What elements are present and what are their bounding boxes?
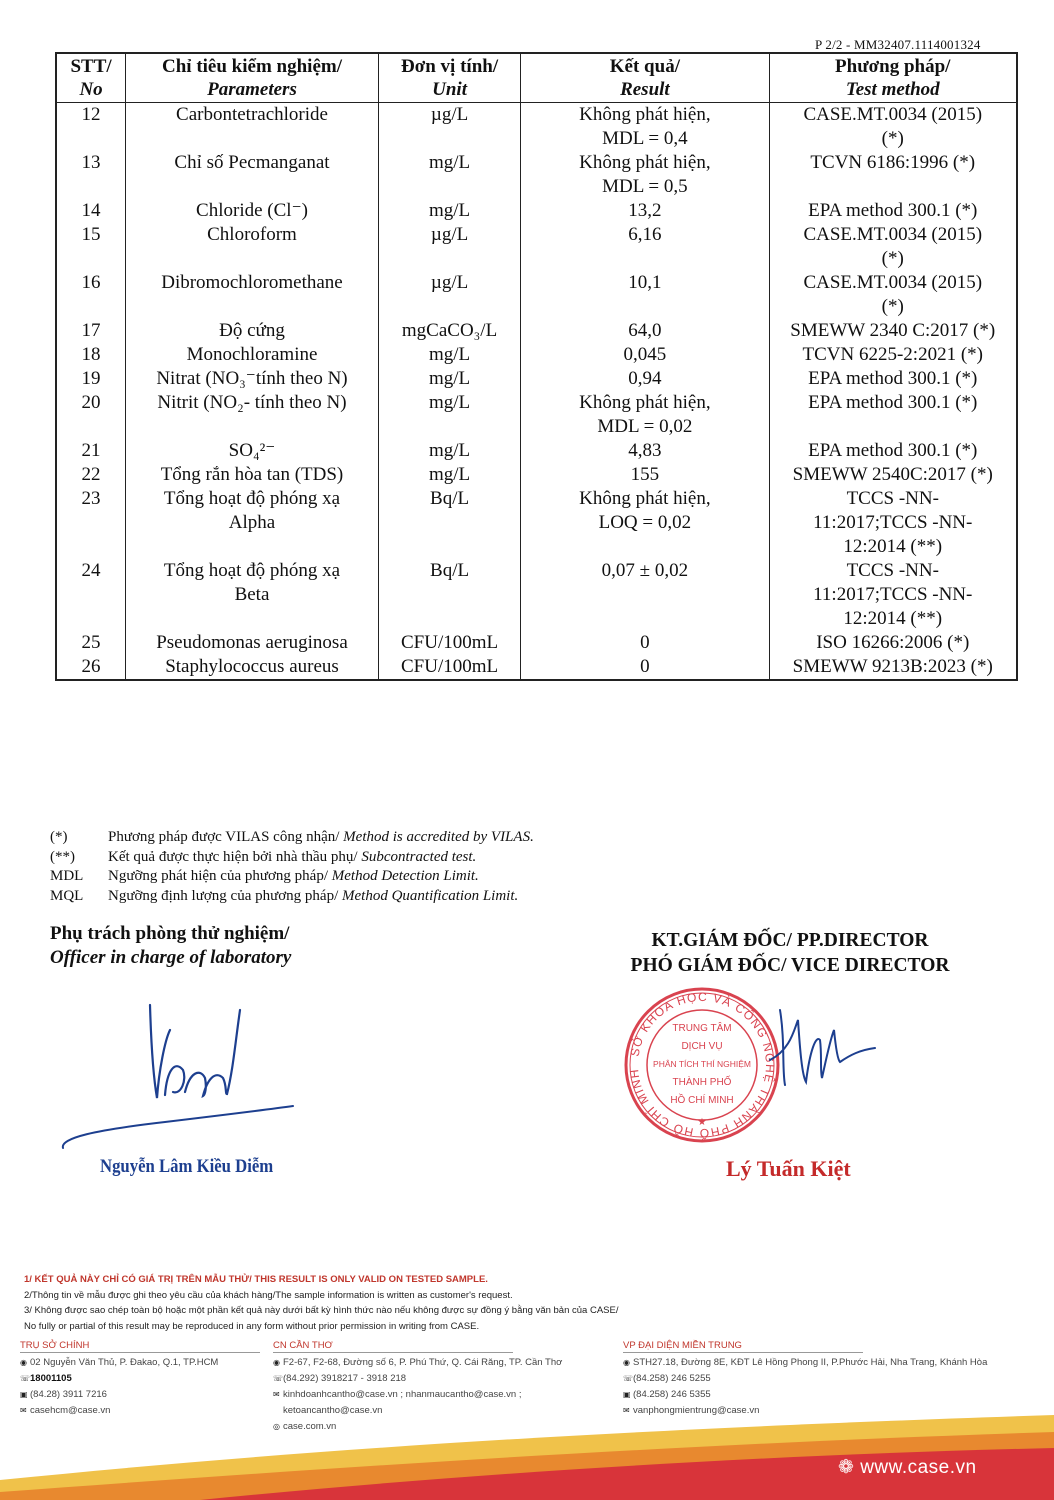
- row-method: SMEWW 9213B:2023 (*): [769, 655, 1017, 680]
- footnote-text-en: Method Quantification Limit.: [342, 887, 519, 904]
- row-parameter: Tổng rắn hòa tan (TDS): [126, 463, 379, 487]
- row-parameter: Nitrat (NO₃⁻tính theo N): [126, 367, 379, 391]
- table-row: [56, 271, 1017, 319]
- footnote-item: [50, 887, 534, 907]
- head-office-address: 02 Nguyễn Văn Thủ, P. Đakao, Q.1, TP.HCM: [30, 1357, 219, 1368]
- row-no: 13: [56, 151, 126, 199]
- row-method: EPA method 300.1 (*): [769, 439, 1017, 463]
- row-parameter: Nitrit (NO₂- tính theo N): [126, 391, 379, 439]
- row-unit: mg/L: [378, 391, 520, 439]
- footnote-text-vi: Ngưỡng định lượng của phương pháp/: [108, 887, 342, 904]
- row-no: 23: [56, 487, 126, 559]
- website-link[interactable]: [838, 1456, 977, 1479]
- footnote-text-en: Method Detection Limit.: [331, 868, 479, 884]
- row-parameter: Dibromochloromethane: [126, 271, 379, 319]
- header-unit-vi: Đơn vị tính/: [401, 56, 499, 77]
- row-method: TCVN 6186:1996 (*): [769, 151, 1017, 199]
- row-no: 22: [56, 463, 126, 487]
- fax-icon: ▣: [20, 1390, 28, 1399]
- table-header-row: [56, 53, 1017, 103]
- row-no: 12: [56, 103, 126, 152]
- row-method: ISO 16266:2006 (*): [769, 631, 1017, 655]
- table-row: [56, 439, 1017, 463]
- table-row: [56, 487, 1017, 559]
- row-no: 20: [56, 391, 126, 439]
- head-office-phone: (84.28) 3911 7216: [30, 1389, 107, 1400]
- row-no: 19: [56, 367, 126, 391]
- row-method: EPA method 300.1 (*): [769, 391, 1017, 439]
- director-name: Lý Tuấn Kiệt: [726, 1156, 851, 1181]
- table-row: [56, 463, 1017, 487]
- stamp-line-2: DỊCH VỤ: [681, 1041, 723, 1052]
- officer-signature: [55, 1000, 305, 1160]
- can-tho-email: kinhdoanhcantho@case.vn ; nhanmaucantho@case.vn ;: [283, 1389, 522, 1400]
- row-parameter: Monochloramine: [126, 343, 379, 367]
- table-row: [56, 223, 1017, 271]
- row-result: 10,1: [521, 271, 769, 319]
- row-no: 17: [56, 319, 126, 343]
- footer-head-office: [20, 1340, 260, 1419]
- location-icon: ◉: [623, 1358, 630, 1367]
- footer-central-office: [623, 1340, 987, 1419]
- row-unit: mg/L: [378, 463, 520, 487]
- footnote-text-en: Method is accredited by VILAS.: [343, 829, 534, 845]
- row-no: 18: [56, 343, 126, 367]
- row-parameter: Pseudomonas aeruginosa: [126, 631, 379, 655]
- officer-block: [50, 922, 291, 970]
- row-unit: CFU/100mL: [378, 631, 520, 655]
- stamp-outer-text: SỞ KHOA HỌC VÀ CÔNG NGHỆ THÀNH PHỐ HỒ CHÍ MINH: [626, 989, 778, 1141]
- header-parameters-en: Parameters: [207, 79, 297, 100]
- footnote-item: [50, 828, 534, 848]
- row-unit: mg/L: [378, 367, 520, 391]
- table-body: [56, 103, 1017, 681]
- row-no: 14: [56, 199, 126, 223]
- table-row: [56, 631, 1017, 655]
- table-row: [56, 655, 1017, 680]
- header-no-en: No: [79, 79, 103, 100]
- globe-icon: ❁: [838, 1457, 855, 1478]
- page-reference: P 2/2 - MM32407.1114001324: [815, 37, 981, 52]
- location-icon: ◉: [273, 1358, 280, 1367]
- table-row: [56, 199, 1017, 223]
- central-office-phone-1: (84.258) 246 5255: [633, 1373, 711, 1384]
- row-unit: mg/L: [378, 199, 520, 223]
- row-no: 24: [56, 559, 126, 631]
- table-row: [56, 151, 1017, 199]
- row-method: TCCS -NN- 11:2017;TCCS -NN- 12:2014 (**): [769, 559, 1017, 631]
- row-method: TCVN 6225-2:2021 (*): [769, 343, 1017, 367]
- table-row: [56, 559, 1017, 631]
- header-unit: [378, 53, 520, 103]
- can-tho-email-2: ketoancantho@case.vn: [283, 1405, 383, 1416]
- row-parameter: Staphylococcus aureus: [126, 655, 379, 680]
- head-office-hotline: 18001105: [30, 1373, 72, 1384]
- central-office-phone-2: (84.258) 246 5355: [633, 1389, 711, 1400]
- row-result: Không phát hiện, MDL = 0,5: [521, 151, 769, 199]
- row-parameter: Chỉ số Pecmanganat: [126, 151, 379, 199]
- disclaimer-line-2: 2/Thông tin về mẫu được ghi theo yêu cầu của khách hàng/The sample information is written as customer's request.: [24, 1289, 513, 1301]
- stamp-line-5: HỒ CHÍ MINH: [670, 1095, 734, 1106]
- row-result: 0: [521, 655, 769, 680]
- stamp-line-3: PHÂN TÍCH THÍ NGHIỆM: [653, 1059, 751, 1069]
- location-icon: ◉: [20, 1358, 27, 1367]
- footer-can-tho-title: CN CẦN THƠ: [273, 1340, 513, 1353]
- header-result-vi: Kết quả/: [609, 56, 680, 77]
- row-unit: mg/L: [378, 151, 520, 199]
- row-parameter: Tổng hoạt độ phóng xạ Alpha: [126, 487, 379, 559]
- disclaimer: [24, 1272, 618, 1334]
- row-result: 0,07 ± 0,02: [521, 559, 769, 631]
- disclaimer-line-4: No fully or partial of this result may be reproduced in any form without prior permission in writing from CASE.: [24, 1320, 480, 1332]
- header-test-method: [769, 53, 1017, 103]
- row-method: SMEWW 2540C:2017 (*): [769, 463, 1017, 487]
- row-result: 0,94: [521, 367, 769, 391]
- fax-icon: ▣: [623, 1390, 631, 1399]
- header-no: [56, 53, 126, 103]
- footnote-item: [50, 867, 534, 887]
- footer-decorative-band: [0, 1410, 1054, 1500]
- row-result: 6,16: [521, 223, 769, 271]
- row-unit: CFU/100mL: [378, 655, 520, 680]
- official-stamp: [622, 985, 782, 1145]
- row-unit: mg/L: [378, 343, 520, 367]
- row-no: 25: [56, 631, 126, 655]
- row-result: Không phát hiện, MDL = 0,4: [521, 103, 769, 152]
- header-no-vi: STT/: [70, 56, 112, 77]
- officer-title-vi: Phụ trách phòng thử nghiệm/: [50, 923, 290, 944]
- row-no: 26: [56, 655, 126, 680]
- footnotes: [50, 828, 534, 906]
- row-unit: mgCaCO₃/L: [378, 319, 520, 343]
- can-tho-address: F2-67, F2-68, Đường số 6, P. Phú Thứ, Q. Cái Răng, TP. Cần Thơ: [283, 1357, 563, 1368]
- row-parameter: Độ cứng: [126, 319, 379, 343]
- stamp-line-4: THÀNH PHỐ: [672, 1077, 732, 1088]
- central-office-address: STH27.18, Đường 8E, KĐT Lê Hồng Phong II, P.Phước Hải, Nha Trang, Khánh Hòa: [633, 1357, 988, 1368]
- can-tho-web: case.com.vn: [283, 1421, 337, 1432]
- header-test-method-vi: Phương pháp/: [835, 56, 951, 77]
- row-unit: Bq/L: [378, 559, 520, 631]
- results-table: [55, 52, 1018, 681]
- web-icon: ◎: [273, 1422, 280, 1431]
- phone-icon: ☏: [273, 1374, 284, 1383]
- row-result: Không phát hiện, LOQ = 0,02: [521, 487, 769, 559]
- row-result: Không phát hiện, MDL = 0,02: [521, 391, 769, 439]
- table-row: [56, 319, 1017, 343]
- stamp-line-1: TRUNG TÂM: [672, 1023, 732, 1034]
- vice-director-title: PHÓ GIÁM ĐỐC/ VICE DIRECTOR: [630, 955, 950, 976]
- email-icon: ✉: [20, 1406, 27, 1415]
- table-row: [56, 367, 1017, 391]
- website-text: www.case.vn: [860, 1457, 977, 1478]
- row-result: 0: [521, 631, 769, 655]
- header-parameters: [126, 53, 379, 103]
- footnote-text-vi: Ngưỡng phát hiện của phương pháp/: [108, 868, 332, 884]
- stamp-star-icon: ★: [697, 1117, 707, 1128]
- footnote-text-vi: Kết quả được thực hiện bởi nhà thầu phụ/: [108, 848, 362, 865]
- row-result: 13,2: [521, 199, 769, 223]
- row-parameter: Tổng hoạt độ phóng xạ Beta: [126, 559, 379, 631]
- row-unit: µg/L: [378, 271, 520, 319]
- footnote-key: (**): [50, 848, 75, 865]
- row-unit: µg/L: [378, 103, 520, 152]
- officer-name: Nguyễn Lâm Kiều Diễm: [100, 1156, 274, 1177]
- footnote-key: (*): [50, 829, 68, 845]
- table-row: [56, 343, 1017, 367]
- header-test-method-en: Test method: [845, 79, 940, 100]
- table-row: [56, 103, 1017, 152]
- row-unit: Bq/L: [378, 487, 520, 559]
- row-parameter: Chloride (Cl⁻): [126, 199, 379, 223]
- row-result: 64,0: [521, 319, 769, 343]
- email-icon: ✉: [273, 1390, 280, 1399]
- row-no: 15: [56, 223, 126, 271]
- header-result-en: Result: [620, 79, 670, 100]
- row-parameter: Chloroform: [126, 223, 379, 271]
- phone-icon: ☏: [20, 1374, 31, 1383]
- disclaimer-line-3: 3/ Không được sao chép toàn bộ hoặc một phần kết quả này dưới bất kỳ hình thức nào nếu không được sự đồng ý bằng văn bản của CASE/: [24, 1305, 619, 1316]
- director-signature: [760, 990, 880, 1100]
- header-unit-en: Unit: [432, 79, 467, 100]
- row-result: 0,045: [521, 343, 769, 367]
- email-icon: ✉: [623, 1406, 630, 1415]
- director-block: [530, 928, 1050, 978]
- footnote-text-en: Subcontracted test.: [361, 848, 477, 865]
- footnote-key: MQL: [50, 887, 84, 904]
- row-method: TCCS -NN- 11:2017;TCCS -NN- 12:2014 (**): [769, 487, 1017, 559]
- officer-title-en: Officer in charge of laboratory: [50, 947, 292, 968]
- row-result: 155: [521, 463, 769, 487]
- row-method: SMEWW 2340 C:2017 (*): [769, 319, 1017, 343]
- row-method: EPA method 300.1 (*): [769, 367, 1017, 391]
- head-office-email: casehcm@case.vn: [30, 1405, 111, 1416]
- header-result: [521, 53, 769, 103]
- central-office-email: vanphongmientrung@case.vn: [633, 1405, 760, 1416]
- disclaimer-line-1: 1/ KẾT QUẢ NÀY CHỈ CÓ GIÁ TRỊ TRÊN MẪU THỬ/ THIS RESULT IS ONLY VALID ON TESTED SAMPLE.: [24, 1274, 488, 1285]
- row-method: EPA method 300.1 (*): [769, 199, 1017, 223]
- table-row: [56, 391, 1017, 439]
- row-no: 16: [56, 271, 126, 319]
- row-no: 21: [56, 439, 126, 463]
- row-method: CASE.MT.0034 (2015) (*): [769, 223, 1017, 271]
- footnote-key: MDL: [50, 868, 84, 884]
- row-parameter: Carbontetrachloride: [126, 103, 379, 152]
- row-unit: µg/L: [378, 223, 520, 271]
- row-result: 4,83: [521, 439, 769, 463]
- phone-icon: ☏: [623, 1374, 634, 1383]
- footer-head-office-title: TRỤ SỞ CHÍNH: [20, 1340, 260, 1353]
- footnote-text-vi: Phương pháp được VILAS công nhận/: [108, 829, 344, 845]
- footnote-item: [50, 848, 534, 868]
- row-method: CASE.MT.0034 (2015) (*): [769, 271, 1017, 319]
- header-parameters-vi: Chỉ tiêu kiểm nghiệm/: [162, 56, 342, 77]
- row-unit: mg/L: [378, 439, 520, 463]
- can-tho-phone: (84.292) 3918217 - 3918 218: [283, 1373, 407, 1384]
- row-parameter: SO₄²⁻: [126, 439, 379, 463]
- director-title: KT.GIÁM ĐỐC/ PP.DIRECTOR: [651, 930, 929, 951]
- row-method: CASE.MT.0034 (2015) (*): [769, 103, 1017, 152]
- footer-central-office-title: VP ĐẠI DIỆN MIỀN TRUNG: [623, 1340, 863, 1353]
